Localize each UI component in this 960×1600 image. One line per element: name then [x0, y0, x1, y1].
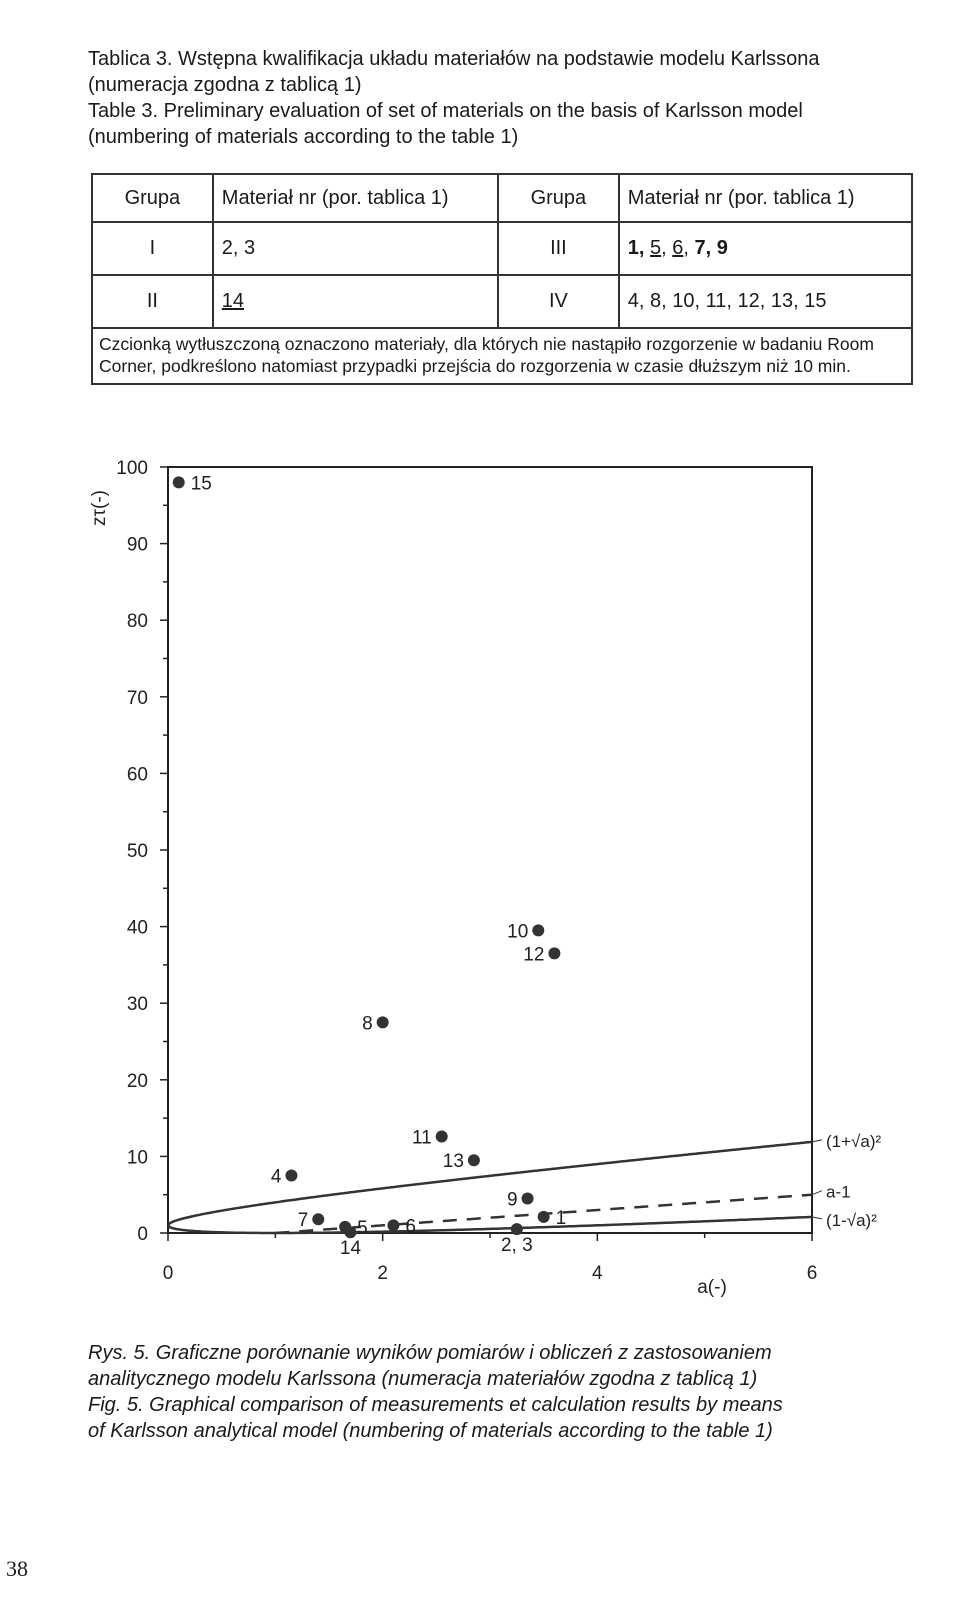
data-point: [436, 1130, 448, 1142]
karlsson-chart: [0, 450, 960, 1320]
table-note: Czcionką wytłuszczoną oznaczono materiały, dla których nie nastąpiło rozgorzenie w badaniu Room Corner, podkreślono natomiast przypadki przejścia do rozgorzenia w czasie dłuższym niż 10 min.: [92, 328, 912, 384]
material-5: 5: [650, 237, 662, 259]
data-point: [548, 947, 560, 959]
curve-leader: [812, 1140, 822, 1142]
table-caption-pl-line1: Tablica 3. Wstępna kwalifikacja układu materiałów na podstawie modelu Karlssona: [88, 48, 820, 70]
curve-leader: [812, 1217, 822, 1219]
table-caption-en-line1: Table 3. Preliminary evaluation of set of materials on the basis of Karlsson model: [88, 100, 803, 122]
y-tick-label: 80: [126, 611, 148, 633]
x-tick-label: 4: [592, 1263, 603, 1284]
point-label: 9: [506, 1189, 518, 1211]
data-point: [285, 1170, 297, 1182]
x-tick-label: 2: [377, 1263, 388, 1284]
y-tick-label: 10: [126, 1147, 148, 1169]
data-point: [312, 1213, 324, 1225]
group-cell: IV: [498, 275, 619, 328]
data-point: [468, 1154, 480, 1166]
point-label: 13: [442, 1151, 464, 1173]
point-label: 11: [411, 1127, 432, 1149]
header-materials-right: Materiał nr (por. tablica 1): [619, 174, 912, 222]
curve-label: a-1: [826, 1182, 851, 1202]
point-label: 12: [523, 944, 545, 966]
point-label: 5: [357, 1217, 368, 1239]
group-cell: III: [498, 222, 619, 275]
curve-line: [168, 1217, 812, 1233]
curve-line: [168, 1142, 812, 1225]
group-table: [91, 173, 913, 385]
point-label: 14: [339, 1238, 362, 1260]
header-materials-left: Materiał nr (por. tablica 1): [213, 174, 498, 222]
y-tick-label: 100: [116, 458, 148, 479]
y-tick-label: 90: [126, 534, 148, 556]
data-point: [511, 1223, 523, 1235]
point-label: 4: [270, 1166, 282, 1188]
data-point: [387, 1219, 399, 1231]
materials-cell: 4, 8, 10, 11, 12, 13, 15: [619, 275, 912, 328]
table-note-row: [92, 328, 912, 384]
page-number: 38: [6, 1556, 28, 1581]
data-point: [532, 924, 544, 936]
point-label: 1: [555, 1207, 567, 1229]
materials-cell: 2, 3: [213, 222, 498, 275]
group-cell: II: [92, 275, 213, 328]
x-tick-label: 0: [162, 1263, 174, 1284]
table-row: [92, 275, 912, 328]
data-point: [344, 1226, 356, 1238]
y-axis-label: zτ(-): [89, 490, 110, 526]
y-tick-label: 30: [126, 994, 148, 1016]
figure-caption-en-line1: Fig. 5. Graphical comparison of measurements et calculation results by means: [88, 1394, 783, 1416]
y-tick-label: 0: [137, 1224, 148, 1245]
y-tick-label: 40: [126, 917, 148, 939]
figure-caption: [88, 1340, 928, 1444]
header-group-left: Grupa: [92, 174, 213, 222]
point-label: 8: [362, 1013, 373, 1035]
y-tick-label: 70: [126, 687, 148, 709]
curve-label: (1+√a)²: [826, 1131, 882, 1151]
materials-cell: 14: [213, 275, 498, 328]
material-7: 7: [694, 237, 706, 259]
point-label: 7: [297, 1210, 309, 1232]
table-header-row: [92, 174, 912, 222]
material-6: 6: [672, 237, 684, 259]
table-row: [92, 222, 912, 275]
point-label: 6: [405, 1216, 416, 1238]
table-caption: [88, 46, 928, 150]
y-tick-label: 50: [126, 841, 148, 862]
x-axis-label: a(-): [697, 1277, 727, 1298]
data-point: [538, 1211, 550, 1223]
figure-caption-pl-line2: analitycznego modelu Karlssona (numeracja materiałów zgodna z tablicą 1): [88, 1368, 758, 1390]
point-label: 15: [190, 473, 212, 495]
data-point: [377, 1016, 389, 1028]
data-point: [173, 476, 185, 488]
x-tick-label: 6: [806, 1263, 818, 1284]
data-point: [522, 1193, 534, 1205]
curve-label: (1-√a)²: [826, 1210, 877, 1230]
figure-caption-pl-line1: Rys. 5. Graficzne porównanie wyników pomiarów i obliczeń z zastosowaniem: [88, 1342, 772, 1364]
header-group-right: Grupa: [498, 174, 619, 222]
material-9: 9: [716, 237, 728, 259]
materials-cell: 1, 5, 6, 7, 9: [619, 222, 912, 275]
group-cell: I: [92, 222, 213, 275]
y-tick-label: 60: [126, 764, 148, 786]
point-label: 2, 3: [500, 1235, 533, 1257]
curve-leader: [812, 1191, 822, 1195]
figure-caption-en-line2: of Karlsson analytical model (numbering of materials according to the table 1): [88, 1420, 773, 1442]
material-1: 1: [627, 237, 639, 259]
table-caption-pl-line2: (numeracja zgodna z tablicą 1): [88, 74, 362, 96]
point-label: 10: [507, 921, 529, 943]
table-caption-en-line2: (numbering of materials according to the table 1): [88, 126, 519, 148]
y-tick-label: 20: [126, 1070, 148, 1092]
plot-frame: [168, 467, 812, 1233]
